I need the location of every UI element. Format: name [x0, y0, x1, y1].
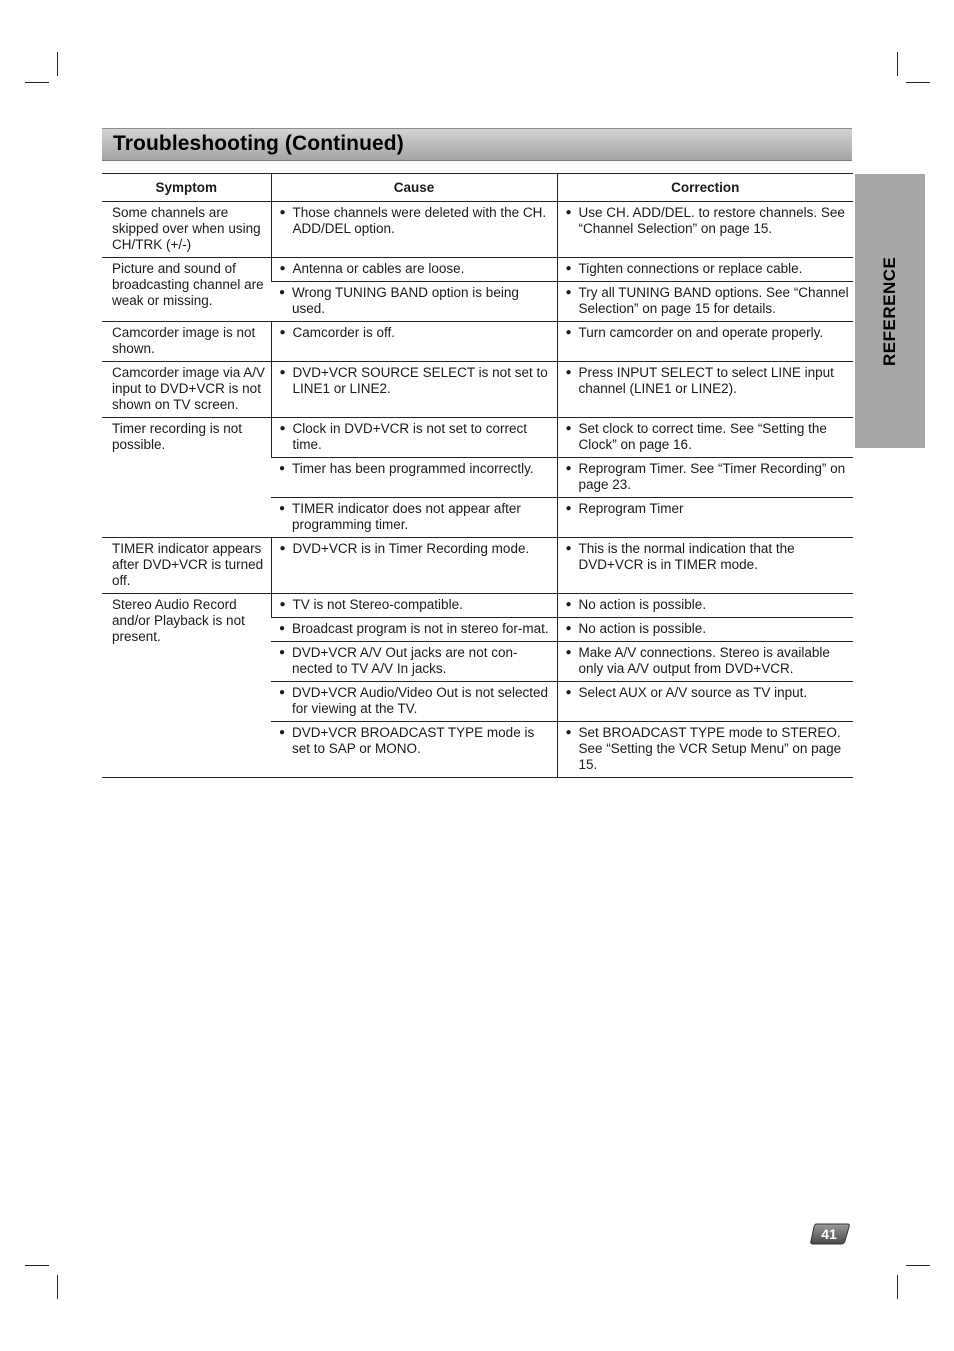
bullet-icon: ● — [279, 687, 286, 698]
bullet-icon: ● — [279, 463, 286, 474]
cause-cell — [271, 418, 557, 458]
bullet-item — [566, 541, 850, 573]
cause-text: Timer has been programmed incorrectly. — [292, 461, 534, 476]
cause-cell — [271, 282, 557, 322]
correction-text: Turn camcorder on and operate properly. — [578, 325, 824, 340]
bullet-item — [566, 461, 850, 493]
table-row — [102, 322, 853, 362]
cause-text: DVD+VCR BROADCAST TYPE mode is set to SAP or MONO. — [292, 725, 535, 756]
bullet-icon: ● — [565, 503, 572, 514]
bullet-item — [280, 365, 553, 397]
table-header-row — [102, 174, 853, 202]
bullet-icon: ● — [565, 287, 572, 298]
troubleshooting-table — [102, 173, 853, 778]
bullet-icon: ● — [565, 727, 572, 738]
symptom-cell: Stereo Audio Record and/or Playback is not present. — [102, 594, 271, 778]
bullet-icon: ● — [565, 623, 572, 634]
cause-text: DVD+VCR Audio/Video Out is not selected for viewing at the TV. — [292, 685, 549, 716]
bullet-item — [566, 501, 850, 517]
bullet-icon: ● — [279, 287, 286, 298]
bullet-item — [566, 205, 850, 237]
cause-text: TV is not Stereo-compatible. — [292, 597, 463, 612]
bullet-icon: ● — [565, 687, 572, 698]
bullet-icon: ● — [279, 367, 286, 378]
correction-cell — [557, 722, 853, 778]
page-number: 41 — [821, 1226, 837, 1242]
bullet-item — [566, 285, 850, 317]
bullet-icon: ● — [565, 463, 572, 474]
bullet-icon: ● — [279, 623, 286, 634]
cause-text: Clock in DVD+VCR is not set to correct time. — [292, 421, 527, 452]
cause-cell — [271, 322, 557, 362]
crop-mark — [57, 1275, 58, 1299]
bullet-item — [280, 541, 553, 557]
page-title: Troubleshooting (Continued) — [113, 132, 404, 155]
cause-cell — [271, 618, 557, 642]
table-row — [102, 594, 853, 618]
correction-cell — [557, 418, 853, 458]
correction-cell — [557, 594, 853, 618]
bullet-icon: ● — [565, 423, 572, 434]
bullet-icon: ● — [565, 367, 572, 378]
bullet-icon: ● — [279, 727, 286, 738]
cause-cell — [271, 722, 557, 778]
correction-cell — [557, 538, 853, 594]
bullet-icon: ● — [279, 327, 286, 338]
correction-cell — [557, 202, 853, 258]
cause-text: Those channels were deleted with the CH. ADD/DEL option. — [292, 205, 547, 236]
bullet-item — [280, 261, 553, 277]
bullet-item — [280, 325, 553, 341]
bullet-icon: ● — [279, 599, 286, 610]
bullet-item — [279, 645, 553, 677]
bullet-icon: ● — [279, 263, 286, 274]
bullet-item — [279, 501, 553, 533]
bullet-item — [566, 325, 850, 341]
column-header-symptom: Symptom — [102, 174, 271, 202]
crop-mark — [25, 82, 49, 83]
correction-text: This is the normal indication that the DVD+VCR is in TIMER mode. — [578, 541, 795, 572]
bullet-item — [566, 621, 850, 637]
cause-cell — [271, 682, 557, 722]
bullet-item — [566, 597, 850, 613]
cause-cell — [271, 538, 557, 594]
cause-cell — [271, 642, 557, 682]
symptom-cell: Some channels are skipped over when using CH/TRK (+/-) — [102, 202, 271, 258]
bullet-item — [566, 685, 850, 701]
table-body — [102, 202, 853, 778]
crop-mark — [25, 1265, 49, 1266]
correction-text: Make A/V connections. Stereo is available only via A/V output from DVD+VCR. — [578, 645, 830, 676]
correction-text: Set clock to correct time. See “Setting the Clock” on page 16. — [578, 421, 827, 452]
correction-text: Select AUX or A/V source as TV input. — [578, 685, 808, 700]
correction-cell — [557, 682, 853, 722]
bullet-icon: ● — [279, 207, 286, 218]
cause-text: Camcorder is off. — [292, 325, 396, 340]
bullet-icon: ● — [565, 599, 572, 610]
table-row — [102, 258, 853, 282]
bullet-item — [279, 621, 553, 637]
bullet-icon: ● — [565, 327, 572, 338]
table-row — [102, 538, 853, 594]
cause-text: Antenna or cables are loose. — [292, 261, 465, 276]
cause-text: TIMER indicator does not appear after programming timer. — [292, 501, 521, 532]
bullet-item — [279, 725, 553, 757]
correction-cell — [557, 322, 853, 362]
table-row — [102, 418, 853, 458]
correction-text: Try all TUNING BAND options. See “Channel Selection” on page 15 for details. — [578, 285, 849, 316]
correction-text: Use CH. ADD/DEL. to restore channels. See “Channel Selection” on page 15. — [578, 205, 845, 236]
bullet-icon: ● — [565, 207, 572, 218]
cause-cell — [271, 458, 557, 498]
bullet-icon: ● — [279, 647, 286, 658]
correction-text: Tighten connections or replace cable. — [578, 261, 803, 276]
correction-text: Press INPUT SELECT to select LINE input channel (LINE1 or LINE2). — [578, 365, 834, 396]
correction-cell — [557, 258, 853, 282]
bullet-item — [279, 461, 553, 477]
correction-text: No action is possible. — [578, 597, 707, 612]
correction-cell — [557, 642, 853, 682]
page-number-badge — [810, 1223, 850, 1245]
symptom-cell: Camcorder image is not shown. — [102, 322, 271, 362]
correction-cell — [557, 282, 853, 322]
section-tab — [855, 174, 925, 448]
crop-mark — [57, 52, 58, 76]
correction-cell — [557, 618, 853, 642]
title-bar — [102, 128, 852, 161]
bullet-item — [280, 205, 553, 237]
correction-cell — [557, 458, 853, 498]
bullet-icon: ● — [279, 503, 286, 514]
column-header-correction: Correction — [557, 174, 853, 202]
bullet-item — [566, 725, 850, 773]
crop-mark — [897, 52, 898, 76]
correction-cell — [557, 498, 853, 538]
cause-cell — [271, 202, 557, 258]
cause-text: Broadcast program is not in stereo for-mat. — [292, 621, 549, 636]
bullet-item — [566, 365, 850, 397]
bullet-item — [280, 421, 553, 453]
bullet-item — [566, 645, 850, 677]
bullet-icon: ● — [279, 543, 286, 554]
cause-cell — [271, 258, 557, 282]
bullet-icon: ● — [279, 423, 286, 434]
cause-cell — [271, 362, 557, 418]
symptom-cell: Camcorder image via A/V input to DVD+VCR is not shown on TV screen. — [102, 362, 271, 418]
table-row — [102, 202, 853, 258]
cause-cell — [271, 498, 557, 538]
cause-cell — [271, 594, 557, 618]
bullet-item — [566, 261, 850, 277]
bullet-item — [566, 421, 850, 453]
correction-text: Reprogram Timer — [578, 501, 684, 516]
table-row — [102, 362, 853, 418]
bullet-icon: ● — [565, 263, 572, 274]
crop-mark — [897, 1275, 898, 1299]
bullet-item — [279, 285, 553, 317]
correction-text: Set BROADCAST TYPE mode to STEREO. See “Setting the VCR Setup Menu” on page 15. — [578, 725, 842, 772]
cause-text: DVD+VCR is in Timer Recording mode. — [292, 541, 530, 556]
correction-text: Reprogram Timer. See “Timer Recording” on page 23. — [578, 461, 846, 492]
cause-text: DVD+VCR A/V Out jacks are not con-nected to TV A/V In jacks. — [292, 645, 518, 676]
section-tab-label: REFERENCE — [880, 256, 899, 366]
cause-text: DVD+VCR SOURCE SELECT is not set to LINE1 or LINE2. — [292, 365, 548, 396]
bullet-item — [280, 597, 553, 613]
bullet-icon: ● — [565, 647, 572, 658]
symptom-cell: Picture and sound of broadcasting channel are weak or missing. — [102, 258, 271, 322]
correction-cell — [557, 362, 853, 418]
column-header-cause: Cause — [271, 174, 557, 202]
symptom-cell: TIMER indicator appears after DVD+VCR is turned off. — [102, 538, 271, 594]
symptom-cell: Timer recording is not possible. — [102, 418, 271, 538]
bullet-icon: ● — [565, 543, 572, 554]
cause-text: Wrong TUNING BAND option is being used. — [292, 285, 519, 316]
crop-mark — [906, 82, 930, 83]
correction-text: No action is possible. — [578, 621, 707, 636]
crop-mark — [906, 1265, 930, 1266]
bullet-item — [279, 685, 553, 717]
